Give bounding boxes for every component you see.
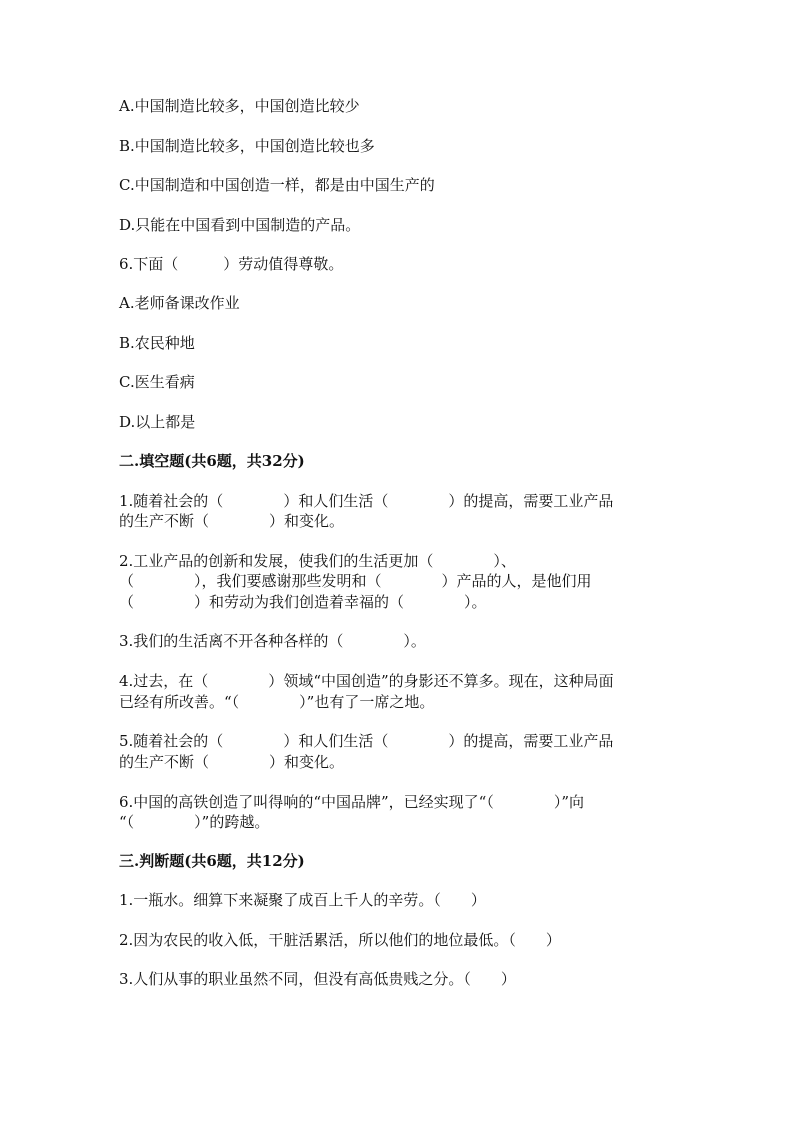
- fill-q6-line2: “（ ）”的跨越。: [119, 813, 270, 831]
- fill-q3-line1: 3.我们的生活离不开各种各样的（ ）。: [119, 632, 426, 650]
- fill-q6-line1: 6.中国的高铁创造了叫得响的“中国品牌”，已经实现了“（ ）”向: [119, 793, 584, 811]
- fill-q4-line2: 已经有所改善。“（ ）”也有了一席之地。: [119, 693, 435, 711]
- question-6-option-c: C.医生看病: [119, 373, 195, 391]
- option-a: A.中国制造比较多，中国创造比较少: [119, 97, 360, 115]
- option-c: C.中国制造和中国创造一样，都是由中国生产的: [119, 176, 435, 194]
- option-d: D.只能在中国看到中国制造的产品。: [119, 216, 361, 234]
- judge-q1: 1.一瓶水。细算下来凝聚了成百上千人的辛劳。（ ）: [119, 891, 486, 909]
- fill-q5-line1: 5.随着社会的（ ）和人们生活（ ）的提高，需要工业产品: [119, 732, 614, 750]
- fill-q1-line2: 的生产不断（ ）和变化。: [119, 512, 345, 530]
- fill-q2-line3: （ ）和劳动为我们创造着幸福的（ ）。: [119, 593, 487, 611]
- fill-q2-line2: （ ），我们要感谢那些发明和（ ）产品的人，是他们用: [119, 572, 592, 590]
- section-3-title: 三.判断题(共6题，共12分): [119, 852, 305, 870]
- judge-q2: 2.因为农民的收入低，干脏活累活，所以他们的地位最低。（ ）: [119, 931, 561, 949]
- fill-q5-line2: 的生产不断（ ）和变化。: [119, 753, 345, 771]
- fill-q4-line1: 4.过去，在（ ）领域“中国创造”的身影还不算多。现在，这种局面: [119, 672, 614, 690]
- fill-q1-line1: 1.随着社会的（ ）和人们生活（ ）的提高，需要工业产品: [119, 492, 614, 510]
- judge-q3: 3.人们从事的职业虽然不同，但没有高低贵贱之分。（ ）: [119, 970, 516, 988]
- section-2-title: 二.填空题(共6题，共32分): [119, 452, 305, 470]
- question-6-option-b: B.农民种地: [119, 334, 195, 352]
- option-b: B.中国制造比较多，中国创造比较也多: [119, 137, 375, 155]
- fill-q2-line1: 2.工业产品的创新和发展，使我们的生活更加（ ）、: [119, 552, 516, 570]
- question-6-option-a: A.老师备课改作业: [119, 294, 240, 312]
- question-6-option-d: D.以上都是: [119, 413, 196, 431]
- question-6-stem: 6.下面（ ）劳动值得尊敬。: [119, 255, 344, 273]
